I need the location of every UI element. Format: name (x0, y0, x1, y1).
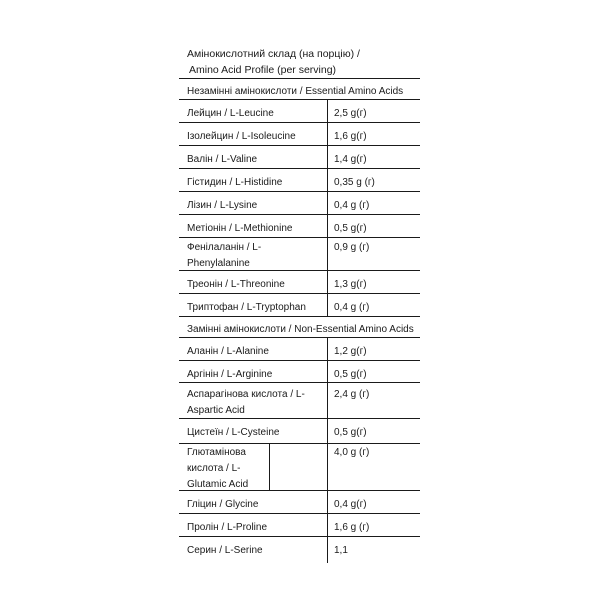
table-row (179, 382, 420, 419)
amino-acid-value: 1,6 g (г) (334, 522, 370, 533)
amino-acid-name: Метіонін / L-Methionine (187, 223, 293, 234)
amino-acid-value: 0,4 g (г) (334, 200, 370, 211)
amino-acid-name: Гістидин / L-Histidine (187, 177, 283, 188)
amino-acid-name: Треонін / L-Threonine (187, 279, 285, 290)
amino-acid-name: Серин / L-Serine (187, 545, 263, 556)
amino-acid-name: Валін / L-Valine (187, 154, 258, 165)
amino-acid-value: 1,2 g(г) (334, 346, 367, 357)
amino-acid-value: 1,4 g(г) (334, 154, 367, 165)
table-row (179, 191, 420, 215)
amino-acid-table (179, 0, 420, 600)
amino-acid-value: 2,4 g (г) (334, 389, 370, 400)
amino-acid-value: 4,0 g (г) (334, 447, 370, 458)
amino-acid-name: Аргінін / L-Arginine (187, 369, 273, 380)
table-row (179, 490, 420, 514)
amino-acid-name: Глютамінова кислота / L- Glutamic Acid (187, 447, 249, 490)
non-essential-section-title-row (179, 316, 420, 338)
amino-acid-value: 1,1 (334, 545, 348, 556)
amino-acid-value: 0,35 g (г) (334, 177, 375, 188)
table-row (179, 168, 420, 192)
table-header (187, 46, 360, 78)
table-row (179, 270, 420, 294)
table-row (179, 237, 420, 271)
table-row (179, 293, 420, 317)
amino-acid-name: Ізолейцин / L-Isoleucine (187, 131, 296, 142)
amino-acid-name: Пролін / L-Proline (187, 522, 268, 533)
amino-acid-value: 2,5 g(г) (334, 108, 367, 119)
amino-acid-name: Лейцин / L-Leucine (187, 108, 274, 119)
amino-acid-value: 1,6 g(г) (334, 131, 367, 142)
amino-acid-value: 0,5 g(г) (334, 427, 367, 438)
table-row (179, 418, 420, 444)
table-row (179, 443, 420, 491)
non-essential-section-title: Замінні амінокислоти / Non-Essential Amino Acids (187, 324, 414, 335)
amino-acid-value: 1,3 g(г) (334, 279, 367, 290)
amino-acid-value: 0,9 g (г) (334, 242, 370, 253)
amino-acid-name: Цистеїн / L-Cysteine (187, 427, 280, 438)
table-row (179, 536, 420, 563)
table-row (179, 214, 420, 238)
amino-acid-name: Лізин / L-Lysine (187, 200, 258, 211)
amino-acid-value: 0,5 g(г) (334, 369, 367, 380)
amino-acid-value: 0,5 g(г) (334, 223, 367, 234)
amino-acid-value: 0,4 g (г) (334, 302, 370, 313)
table-row (179, 337, 420, 361)
amino-acid-name: Фенілаланін / L- Phenylalanine (187, 242, 262, 269)
table-row (179, 360, 420, 383)
amino-acid-value: 0,4 g(г) (334, 499, 367, 510)
table-row (179, 145, 420, 169)
table-row (179, 513, 420, 537)
essential-section-title-row (179, 78, 420, 100)
amino-acid-name: Аланін / L-Alanine (187, 346, 269, 357)
amino-acid-name: Триптофан / L-Tryptophan (187, 302, 306, 313)
amino-acid-name: Гліцин / Glycine (187, 499, 259, 510)
table-row (179, 99, 420, 123)
essential-section-title: Незамінні амінокислоти / Essential Amino Acids (187, 86, 404, 97)
header-line-2: Amino Acid Profile (per serving) (189, 64, 337, 76)
table-row (179, 122, 420, 146)
amino-acid-name: Аспарагінова кислота / L- Aspartic Acid (187, 389, 305, 416)
header-line-1: Амінокислотний склад (на порцію) / (187, 48, 360, 60)
